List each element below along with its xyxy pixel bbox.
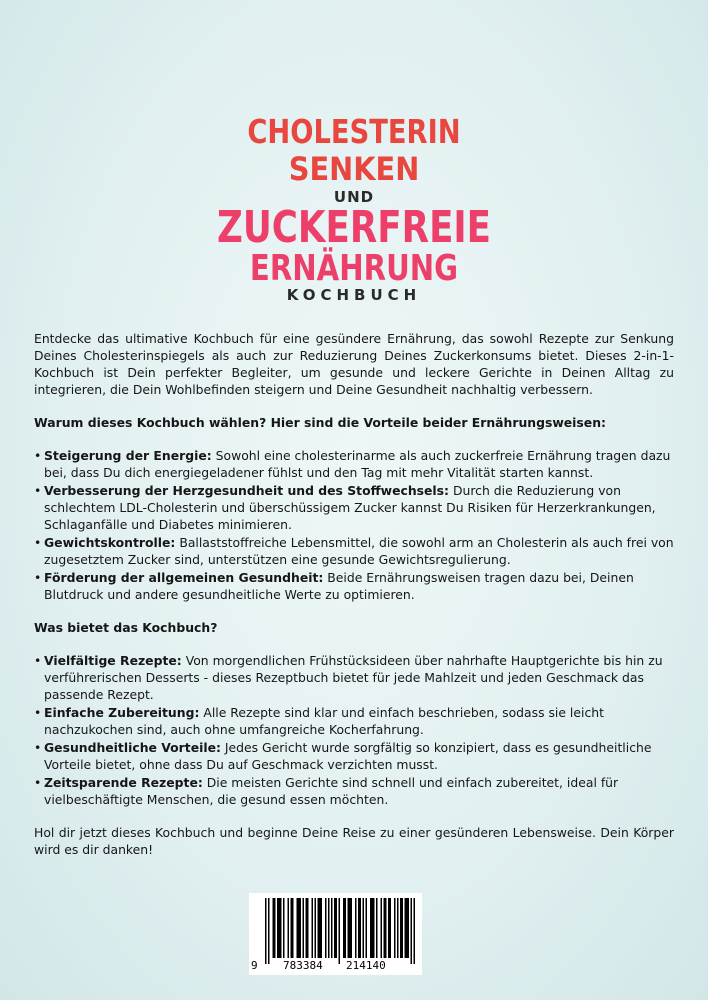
barcode-bar — [351, 898, 353, 958]
list-item — [44, 569, 674, 603]
title-line-senken: SENKEN — [288, 150, 420, 188]
barcode-bar — [360, 898, 362, 958]
barcode-bar — [388, 898, 390, 958]
barcode-bars — [249, 893, 422, 975]
list-item-label: Zeitsparende Rezepte: — [44, 775, 203, 790]
barcode-bar — [280, 898, 282, 958]
barcode-bar — [315, 898, 317, 958]
barcode-bar — [400, 898, 402, 958]
barcode-bar — [376, 898, 378, 958]
list-item-text: Ballaststoffreiche Lebensmittel, die sowohl arm an Cholesterin als auch frei von zugesetztem Zucker sind, unterstützen eine gesunde Gewichtsregulierung. — [44, 535, 674, 567]
barcode-bar — [321, 898, 323, 958]
barcode-bar — [405, 898, 407, 958]
barcode-bar — [336, 898, 338, 958]
barcode-bar — [381, 898, 383, 958]
barcode-bar — [312, 898, 314, 958]
barcode-bar — [279, 898, 281, 958]
barcode-bar — [394, 898, 396, 958]
barcode-bar — [343, 898, 345, 958]
list-item-label: Steigerung der Energie: — [44, 448, 212, 463]
barcode-bar — [328, 898, 330, 958]
title-line-cholesterin: CHOLESTERIN — [247, 112, 461, 151]
list-item-text: Jedes Gericht wurde sorgfältig so konzipiert, dass es gesundheitliche Vorteile bietet, ohne dass Du auf Geschmack verzichten musst. — [44, 740, 652, 772]
barcode-bar — [408, 898, 410, 958]
benefits-list — [34, 447, 674, 603]
barcode-bar — [372, 898, 374, 958]
barcode-bar — [307, 898, 309, 958]
section-heading-vorteile: Warum dieses Kochbuch wählen? Hier sind die Vorteile beider Ernährungsweisen: — [34, 415, 606, 430]
barcode-bar — [273, 898, 275, 958]
barcode-bar — [319, 898, 321, 958]
barcode-bar — [303, 898, 305, 958]
barcode-bar — [318, 898, 320, 958]
barcode-bar — [349, 898, 351, 958]
barcode-bar — [366, 898, 368, 958]
list-item — [44, 739, 674, 773]
barcode-bar — [274, 898, 276, 958]
barcode-bar — [277, 898, 279, 958]
barcode-bar — [358, 898, 360, 958]
barcode-bar — [363, 898, 365, 958]
barcode-bar — [291, 898, 293, 958]
barcode-digit-group-right: 214140 — [346, 959, 386, 972]
list-item-label: Gesundheitliche Vorteile: — [44, 740, 221, 755]
blurb-text — [34, 330, 674, 858]
barcode-bar — [390, 898, 392, 958]
barcode-bar — [384, 898, 386, 958]
list-item-label: Einfache Zubereitung: — [44, 705, 200, 720]
barcode-bar — [406, 898, 408, 958]
title-line-zuckerfreie: ZUCKERFREIE — [216, 202, 492, 253]
list-item-label: Vielfältige Rezepte: — [44, 653, 182, 668]
title-line-ernaehrung: ERNÄHRUNG — [249, 248, 459, 289]
barcode-bar — [334, 898, 336, 958]
list-item — [44, 534, 674, 568]
list-item-text: Die meisten Gerichte sind schnell und einfach zubereitet, ideal für vielbeschäftigte Menschen, die gesund essen möchten. — [44, 775, 619, 807]
barcode-bar — [339, 898, 341, 964]
barcode-bar — [265, 898, 267, 964]
barcode-bar — [325, 898, 327, 958]
list-item — [44, 652, 674, 703]
barcode-bar — [331, 898, 333, 958]
title-line-kochbuch: KOCHBUCH — [286, 286, 422, 304]
closing-paragraph: Hol dir jetzt dieses Kochbuch und beginne Deine Reise zu einer gesünderen Lebensweise. Dein Körper wird es dir danken! — [34, 825, 674, 857]
barcode-bar — [411, 898, 413, 964]
title-line-und: UND — [333, 188, 375, 206]
barcode-bar — [268, 898, 270, 964]
list-item-label: Gewichtskontrolle: — [44, 535, 176, 550]
barcode-bar — [397, 898, 399, 958]
barcode-bar — [414, 898, 416, 964]
barcode-bar — [306, 898, 308, 958]
list-item — [44, 447, 674, 481]
list-item-text: Beide Ernährungsweisen tragen dazu bei, Deinen Blutdruck und andere gesundheitliche Werte zu optimieren. — [44, 570, 634, 602]
barcode-bar — [355, 898, 357, 958]
barcode-bar — [370, 898, 372, 958]
barcode-bar — [298, 898, 300, 958]
isbn-barcode — [249, 893, 422, 975]
list-item — [44, 774, 674, 808]
barcode-bar — [348, 898, 350, 958]
list-item-text: Durch die Reduzierung von schlechtem LDL-Cholesterin und überschüssigem Zucker kannst Du Risiken für Herzerkrankungen, Schlaganfälle und Diabetes minimieren. — [44, 483, 656, 532]
list-item-label: Verbesserung der Herzgesundheit und des Stoffwechsels: — [44, 483, 450, 498]
list-item — [44, 704, 674, 738]
list-item — [44, 482, 674, 533]
list-item-label: Förderung der allgemeinen Gesundheit: — [44, 570, 324, 585]
section-heading-kochbuch: Was bietet das Kochbuch? — [34, 620, 218, 635]
barcode-bar — [292, 898, 294, 958]
features-list — [34, 652, 674, 808]
barcode-bar — [373, 898, 375, 958]
barcode-bar — [345, 898, 347, 958]
list-item-text: Von morgendlichen Frühstücksideen über nahrhafte Hauptgerichte bis hin zu verführerischen Desserts - dieses Rezeptbuch bietet für jede Mahlzeit und jeden Geschmack das passende Rezept. — [44, 653, 663, 702]
barcode-bar — [300, 898, 302, 958]
barcode-bar — [283, 898, 285, 958]
barcode-bar — [297, 898, 299, 958]
barcode-digit-group-left: 783384 — [283, 959, 323, 972]
barcode-bar — [385, 898, 387, 958]
intro-paragraph: Entdecke das ultimative Kochbuch für eine gesündere Ernährung, das sowohl Rezepte zur Senkung Deines Cholesterinspiegels als auch zur Reduzierung Deines Zuckerkonsums bietet. Dieses 2-in-1-Kochbuch ist Dein perfekter Begleiter, um gesunde und leckere Gerichte in Deinen Alltag zu integrieren, die Dein Wohlbefinden steigern und Deine Gesundheit nachhaltig verbessern. — [34, 331, 674, 397]
list-item-text: Sowohl eine cholesterinarme als auch zuckerfreie Ernährung tragen dazu bei, dass Du dich energiegeladener fühlst und den Tag mit mehr Vitalität starten kannst. — [44, 448, 671, 480]
barcode-bar — [288, 898, 290, 958]
list-item-text: Alle Rezepte sind klar und einfach beschrieben, sodass sie leicht nachzukochen sind, auch ohne umfangreiche Kocherfahrung. — [44, 705, 604, 737]
barcode-bar — [402, 898, 404, 958]
barcode-digit-prefix: 9 — [251, 959, 258, 972]
